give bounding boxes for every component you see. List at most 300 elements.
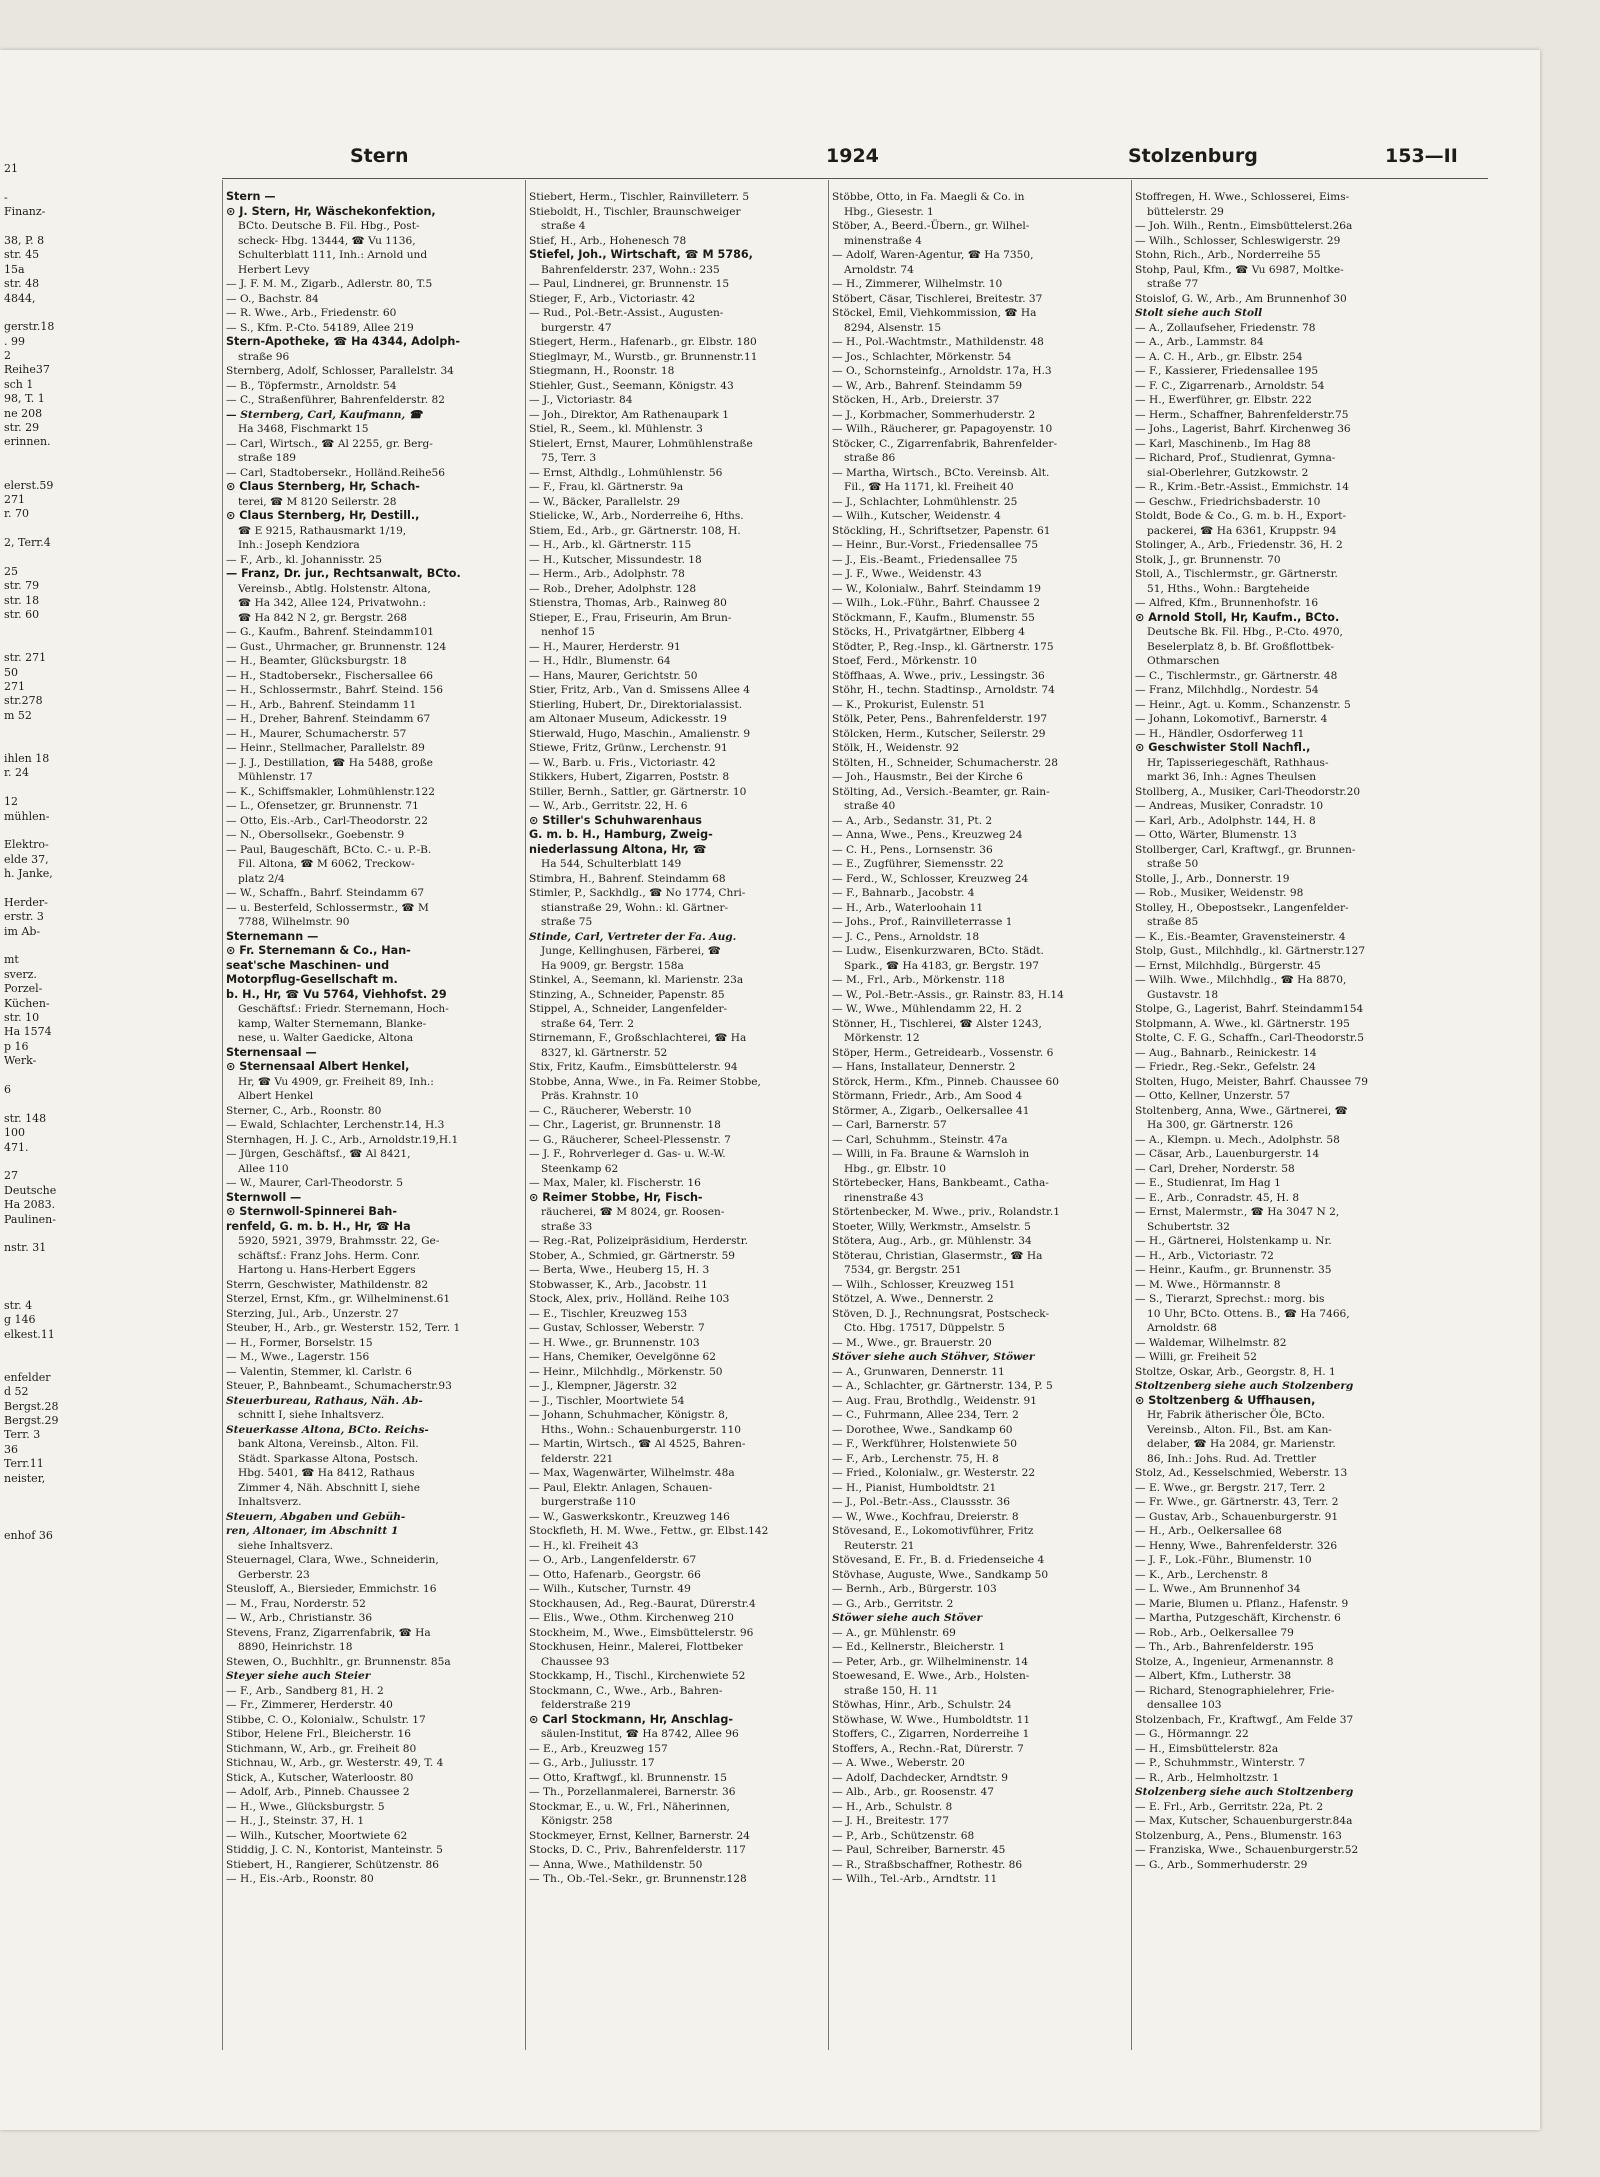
directory-entry: nenhof 15 (541, 626, 595, 638)
directory-entry: Stöcker, C., Zigarrenfabrik, Bahrenfelder- (832, 437, 1058, 450)
directory-entry: densallee 103 (1147, 1699, 1222, 1711)
directory-entry: Stöcken, H., Arb., Dreierstr. 37 (832, 394, 1000, 406)
directory-entry: — R., Arb., Helmholtzstr. 1 (1135, 1771, 1280, 1784)
previous-page-margin (0, 50, 58, 2130)
directory-entry: kamp, Walter Sternemann, Blanke- (238, 1017, 427, 1030)
directory-entry: felderstraße 219 (541, 1699, 631, 1711)
directory-entry: Stöckel, Emil, Viehkommission, ☎ Ha (832, 307, 1037, 319)
directory-entry: nese, u. Walter Gaedicke, Altona (238, 1032, 414, 1044)
directory-entry: Störtebecker, Hans, Bankbeamt., Catha- (832, 1177, 1049, 1189)
directory-entry: Stöckling, H., Schriftsetzer, Papenstr. 61 (832, 524, 1051, 537)
margin-fragment: gerstr.18 (4, 320, 55, 334)
directory-entry: — Ernst, Malermstr., ☎ Ha 3047 N 2, (1135, 1206, 1340, 1218)
margin-fragment: 271 (4, 492, 25, 506)
directory-entry: Hr, Fabrik ätherischer Öle, BCto. (1147, 1409, 1325, 1421)
directory-entry: minenstraße 4 (844, 234, 922, 247)
directory-entry: — Heinr., Bur.-Vorst., Friedensallee 75 (832, 539, 1039, 551)
directory-entry: — Waldemar, Wilhelmstr. 82 (1135, 1336, 1287, 1349)
directory-entry: Stönner, H., Tischlerei, ☎ Alster 1243, (832, 1017, 1042, 1030)
directory-entry: Stödter, P., Reg.-Insp., kl. Gärtnerstr. 175 (832, 640, 1054, 653)
directory-entry: burgerstraße 110 (541, 1496, 636, 1508)
directory-entry: Stöckmann, F., Kaufm., Blumenstr. 55 (832, 611, 1035, 624)
directory-entry: Mühlenstr. 17 (238, 771, 313, 783)
directory-entry: Stolt siehe auch Stoll (1135, 307, 1263, 319)
directory-entry: — Wilh., Lok.-Führ., Bahrf. Chaussee 2 (832, 597, 1040, 609)
directory-entry: ⊙ Reimer Stobbe, Hr, Fisch- (529, 1190, 703, 1204)
margin-fragment: 6 (4, 1083, 11, 1096)
margin-fragment: 98, T. 1 (4, 392, 45, 406)
margin-fragment: Terr. 3 (4, 1428, 41, 1442)
margin-fragment: str. 48 (4, 277, 40, 291)
directory-entry: — H., Schlossermstr., Bahrf. Steind. 156 (226, 684, 444, 696)
directory-entry: Stockheim, M., Wwe., Eimsbüttelerstr. 96 (529, 1626, 754, 1639)
directory-entry: — A., Grunwaren, Dennerstr. 11 (832, 1365, 1005, 1378)
directory-entry: — W., Maurer, Carl-Theodorstr. 5 (226, 1177, 403, 1189)
directory-entry: Stiefel, Joh., Wirtschaft, ☎ M 5786, (529, 248, 753, 261)
directory-entry: — Wilh., Räucherer, gr. Papagoyenstr. 10 (832, 423, 1053, 435)
directory-entry: Stöcks, H., Privatgärtner, Elbberg 4 (832, 626, 1025, 638)
directory-entry: Sterner, C., Arb., Roonstr. 80 (226, 1104, 382, 1117)
margin-fragment: elde 37, (4, 852, 49, 866)
directory-entry: — Th., Arb., Bahrenfelderstr. 195 (1135, 1641, 1314, 1653)
directory-entry: — Berta, Wwe., Heuberg 15, H. 3 (529, 1264, 710, 1276)
margin-fragment: str.278 (4, 694, 43, 708)
directory-entry: — Sternberg, Carl, Kaufmann, ☎ (226, 408, 423, 421)
directory-entry: straße 85 (1147, 916, 1199, 928)
directory-entry: — H., Arb., Victoriastr. 72 (1135, 1249, 1274, 1262)
directory-entry: — Rob., Musiker, Weidenstr. 98 (1135, 887, 1304, 899)
margin-fragment: elerst.59 (4, 478, 54, 492)
directory-entry: Vereinsb., Alton. Fil., Bst. am Kan- (1147, 1423, 1332, 1436)
margin-fragment: str. 29 (4, 421, 40, 435)
directory-entry: — R., Krim.-Betr.-Assist., Emmichstr. 14 (1135, 481, 1350, 493)
directory-entry: Stober, A., Schmied, gr. Gärtnerstr. 59 (529, 1249, 736, 1262)
directory-entry: — Carl, Schuhmm., Steinstr. 47a (832, 1133, 1008, 1146)
margin-fragment (4, 1486, 58, 1500)
directory-entry: Reuterstr. 21 (844, 1539, 915, 1552)
directory-entry: — Geschw., Friedrichsbaderstr. 10 (1135, 495, 1321, 508)
margin-fragment (4, 1515, 58, 1529)
directory-entry: — H., Former, Borselstr. 15 (226, 1336, 373, 1349)
directory-entry: — J. F., Lok.-Führ., Blumenstr. 10 (1135, 1554, 1312, 1566)
directory-entry: — Wilh., Kutscher, Turnstr. 49 (529, 1583, 691, 1595)
directory-entry: ⊙ Geschwister Stoll Nachfl., (1135, 741, 1311, 754)
directory-entry: — H. Wwe., gr. Brunnenstr. 103 (529, 1336, 700, 1349)
directory-entry: — H., Dreher, Bahrenf. Steindamm 67 (226, 713, 431, 725)
directory-entry: Motorpflug-Gesellschaft m. (226, 973, 398, 986)
directory-entry: — Gust., Uhrmacher, gr. Brunnenstr. 124 (226, 640, 447, 653)
directory-entry: — J. J., Destillation, ☎ Ha 5488, große (226, 756, 433, 769)
directory-entry: Stibbe, C. O., Kolonialw., Schulstr. 17 (226, 1713, 426, 1726)
directory-entry: Stielert, Ernst, Maurer, Lohmühlenstraße (529, 437, 753, 450)
directory-entry: Stolinger, A., Arb., Friedenstr. 36, H. 2 (1135, 539, 1343, 551)
directory-entry: ⊙ Claus Sternberg, Hr, Destill., (226, 509, 420, 522)
directory-entry: — Herm., Schaffner, Bahrenfelderstr.75 (1135, 408, 1349, 421)
directory-entry: Stobbe, Anna, Wwe., in Fa. Reimer Stobbe, (529, 1075, 761, 1088)
directory-entry: — Adolf, Waren-Agentur, ☎ Ha 7350, (832, 249, 1034, 261)
directory-entry: — Heinr., Milchhdlg., Mörkenstr. 50 (529, 1365, 723, 1378)
directory-entry: Stockhausen, Ad., Reg.-Baurat, Dürerstr.4 (529, 1597, 756, 1610)
directory-entry: — S., Kfm. P.-Cto. 54189, Allee 219 (226, 321, 414, 334)
directory-entry: — Martin, Wirtsch., ☎ Al 4525, Bahren- (529, 1438, 746, 1450)
directory-entry: Hbg. 5401, ☎ Ha 8412, Rathaus (238, 1467, 415, 1479)
directory-entry: Stoef, Ferd., Mörkenstr. 10 (832, 655, 978, 667)
directory-entry: Stiewe, Fritz, Grünw., Lerchenstr. 91 (529, 742, 728, 754)
directory-entry: Stöper, Herm., Getreidearb., Vossenstr. 6 (832, 1046, 1054, 1059)
directory-entry: 8327, kl. Gärtnerstr. 52 (541, 1046, 668, 1059)
directory-entry: felderstr. 221 (541, 1452, 614, 1465)
directory-entry: räucherei, ☎ M 8024, gr. Roosen- (541, 1206, 725, 1218)
directory-entry: — M., Frau, Norderstr. 52 (226, 1597, 366, 1610)
margin-fragment: r. 24 (4, 766, 30, 780)
header-rule (222, 178, 1488, 179)
directory-entry: — Fr. Wwe., gr. Gärtnerstr. 43, Terr. 2 (1135, 1496, 1339, 1508)
margin-fragment: elkest.11 (4, 1327, 55, 1341)
directory-entry: — Franziska, Wwe., Schauenburgerstr.52 (1135, 1844, 1359, 1856)
directory-entry: Inh.: Joseph Kendziora (238, 539, 360, 551)
directory-entry: — Gustav, Arb., Schauenburgerstr. 91 (1135, 1510, 1339, 1523)
directory-entry: Junge, Kellinghusen, Färberei, ☎ (541, 945, 721, 957)
page-number: 153—II (1385, 145, 1458, 167)
directory-entry: Stielicke, W., Arb., Norderreihe 6, Hths. (529, 510, 744, 522)
directory-entry: — Henny, Wwe., Bahrenfelderstr. 326 (1135, 1539, 1338, 1552)
margin-fragment (4, 1256, 58, 1270)
margin-fragment: sch 1 (4, 377, 34, 391)
directory-entry: Stölting, Ad., Versich.-Beamter, gr. Rain- (832, 785, 1050, 798)
directory-entry: — Hans, Maurer, Gerichtstr. 50 (529, 669, 698, 682)
margin-fragment: 38, P. 8 (4, 233, 45, 247)
directory-column-4 (1135, 190, 1435, 1872)
directory-entry: — Fried., Kolonialw., gr. Westerstr. 22 (832, 1467, 1036, 1479)
directory-entry: Schulterblatt 111, Inh.: Arnold und (238, 249, 428, 261)
directory-entry: — J. H., Breitestr. 177 (832, 1815, 950, 1827)
directory-entry: — Ed., Kellnerstr., Bleicherstr. 1 (832, 1641, 1006, 1653)
directory-entry: Stolzenburg, A., Pens., Blumenstr. 163 (1135, 1829, 1342, 1842)
directory-entry: — J., Eis.-Beamt., Friedensallee 75 (832, 553, 1018, 566)
margin-fragment: erinnen. (4, 435, 51, 449)
directory-entry: 10 Uhr, BCto. Ottens. B., ☎ Ha 7466, (1147, 1307, 1350, 1320)
directory-entry: ⊙ Sternwoll-Spinnerei Bah- (226, 1205, 398, 1218)
margin-fragment (4, 1069, 58, 1083)
margin-fragment (4, 522, 58, 536)
directory-entry: Stiehler, Gust., Seemann, Königstr. 43 (529, 379, 734, 392)
margin-fragment (4, 781, 58, 795)
margin-fragment: r. 70 (4, 507, 30, 521)
directory-entry: Stiel, R., Seem., kl. Mühlenstr. 3 (529, 423, 703, 435)
directory-entry: Stoeter, Willy, Werkmstr., Amselstr. 5 (832, 1220, 1031, 1233)
directory-entry: Sternwoll — (226, 1190, 302, 1204)
directory-entry: Cto. Hbg. 17517, Düppelstr. 5 (844, 1322, 1005, 1334)
directory-entry: Stötera, Aug., Arb., gr. Mühlenstr. 34 (832, 1235, 1032, 1247)
directory-entry: Stief, H., Arb., Hohenesch 78 (529, 234, 687, 247)
directory-entry: Stern — (226, 190, 276, 203)
directory-entry: Stövesand, E., Lokomotivführer, Fritz (832, 1525, 1034, 1537)
directory-entry: straße 40 (844, 800, 896, 812)
directory-entry: Spark., ☎ Ha 4183, gr. Bergstr. 197 (844, 959, 1039, 972)
directory-entry: — Carl, Dreher, Norderstr. 58 (1135, 1162, 1295, 1175)
margin-fragment: erstr. 3 (4, 910, 44, 924)
directory-entry: Stiem, Ed., Arb., gr. Gärtnerstr. 108, H. (529, 524, 741, 537)
directory-entry: Stölk, H., Weidenstr. 92 (832, 742, 960, 754)
directory-entry: — J. F., Wwe., Weidenstr. 43 (832, 568, 982, 580)
directory-entry: Stock, Alex, priv., Holländ. Reihe 103 (529, 1293, 730, 1305)
directory-entry: — Wilh., Schlosser, Schleswigerstr. 29 (1135, 234, 1341, 247)
directory-entry: — Albert, Kfm., Lutherstr. 38 (1135, 1670, 1292, 1682)
directory-entry: Stöwhase, W. Wwe., Humboldtstr. 11 (832, 1713, 1031, 1726)
directory-entry: — Joh., Direktor, Am Rathenaupark 1 (529, 408, 730, 421)
directory-entry: Steuer, P., Bahnbeamt., Schumacherstr.93 (226, 1380, 452, 1392)
margin-fragment: m 52 (4, 708, 32, 722)
directory-entry: Stieboldt, H., Tischler, Braunschweiger (529, 205, 741, 218)
directory-entry: Stockmeyer, Ernst, Kellner, Barnerstr. 24 (529, 1829, 751, 1842)
directory-entry: — F., Arb., kl. Johannisstr. 25 (226, 553, 382, 566)
directory-entry: Stolp, Gust., Milchhdlg., kl. Gärtnerstr.127 (1135, 945, 1366, 957)
directory-entry: seat'sche Maschinen- und (226, 958, 390, 972)
margin-fragment: im Ab- (4, 924, 41, 938)
directory-entry: schnitt I, siehe Inhaltsverz. (238, 1409, 385, 1421)
directory-entry: — W., Gaswerkskontr., Kreuzweg 146 (529, 1510, 730, 1523)
directory-entry: Hbg., gr. Elbstr. 10 (844, 1162, 947, 1175)
directory-entry: — H., Pianist, Humboldtstr. 21 (832, 1481, 997, 1494)
directory-entry: Stichnau, W., Arb., gr. Westerstr. 49, T. 4 (226, 1757, 444, 1769)
directory-entry: — Otto, Hafenarb., Georgstr. 66 (529, 1568, 701, 1581)
directory-entry: — K., Schiffsmakler, Lohmühlenstr.122 (226, 785, 436, 798)
margin-fragment: p 16 (4, 1039, 29, 1053)
directory-entry: Stoffregen, H. Wwe., Schlosserei, Eims- (1135, 191, 1350, 203)
directory-entry: — Gustav, Schlosser, Weberstr. 7 (529, 1322, 705, 1334)
directory-entry: — C., Straßenführer, Bahrenfelderstr. 82 (226, 394, 445, 406)
directory-entry: Arnoldstr. 74 (844, 263, 914, 276)
directory-entry: niederlassung Altona, Hr, ☎ (529, 842, 707, 856)
directory-entry: — Wilh., Schlosser, Kreuzweg 151 (832, 1278, 1016, 1291)
directory-entry: — A. C. H., Arb., gr. Elbstr. 254 (1135, 350, 1303, 363)
directory-entry: straße 50 (1147, 858, 1199, 870)
directory-entry: Stippel, A., Schneider, Langenfelder- (529, 1003, 728, 1015)
directory-entry: — F., Bahnarb., Jacobstr. 4 (832, 887, 975, 899)
directory-entry: Stiddig, J. C. N., Kontorist, Manteinstr. 5 (226, 1844, 443, 1856)
directory-entry: Vereinsb., Abtlg. Holstenstr. Altona, (238, 582, 431, 595)
directory-entry: — C., Tischlermstr., gr. Gärtnerstr. 48 (1135, 669, 1338, 682)
directory-entry: straße 86 (844, 452, 896, 464)
directory-entry: Steusloff, A., Biersieder, Emmichstr. 16 (226, 1583, 437, 1595)
directory-entry: — Rob., Dreher, Adolphstr. 128 (529, 582, 697, 595)
directory-entry: Stinde, Carl, Vertreter der Fa. Aug. (529, 930, 737, 943)
directory-entry: Stoewesand, E. Wwe., Arb., Holsten- (832, 1670, 1030, 1682)
margin-fragment: Bergst.29 (4, 1413, 58, 1427)
directory-entry: — Aug., Bahnarb., Reinickestr. 14 (1135, 1046, 1317, 1059)
directory-entry: Stöwer siehe auch Stöver (832, 1612, 983, 1624)
directory-entry: Stevens, Franz, Zigarrenfabrik, ☎ Ha (226, 1626, 431, 1639)
directory-entry: siehe Inhaltsverz. (238, 1539, 334, 1552)
directory-entry: — K., Arb., Lerchenstr. 8 (1135, 1568, 1268, 1581)
directory-entry: Geschäftsf.: Friedr. Sternemann, Hoch- (238, 1003, 449, 1015)
directory-entry: — R. Wwe., Arb., Friedenstr. 60 (226, 307, 397, 319)
directory-entry: — H., Beamter, Glücksburgstr. 18 (226, 655, 407, 667)
directory-entry: — G., Hörmanngr. 22 (1135, 1728, 1249, 1740)
margin-fragment (4, 306, 58, 320)
directory-entry: — F., Arb., Lerchenstr. 75, H. 8 (832, 1452, 999, 1465)
directory-entry: Chaussee 93 (541, 1655, 610, 1668)
directory-entry: — F. C., Zigarrenarb., Arnoldstr. 54 (1135, 379, 1325, 392)
margin-fragment: Herder- (4, 895, 48, 909)
directory-entry: Stobwasser, K., Arb., Jacobstr. 11 (529, 1278, 708, 1291)
directory-entry: — u. Besterfeld, Schlossermstr., ☎ M (226, 901, 429, 914)
directory-entry: ren, Altonaer, im Abschnitt 1 (226, 1525, 399, 1537)
margin-fragment: 271 (4, 680, 25, 694)
directory-entry: — Karl, Maschinenb., Im Hag 88 (1135, 437, 1311, 450)
directory-entry: — Friedr., Reg.-Sekr., Gefelstr. 24 (1135, 1061, 1316, 1073)
directory-entry: — M., Frl., Arb., Mörkenstr. 118 (832, 974, 1005, 986)
directory-entry: — W., Arb., Gerritstr. 22, H. 6 (529, 800, 688, 812)
directory-entry: — S., Tierarzt, Sprechst.: morg. bis (1135, 1293, 1325, 1305)
directory-entry: — J., Tischler, Moortwiete 54 (529, 1394, 685, 1407)
directory-entry: Stolpmann, A. Wwe., kl. Gärtnerstr. 195 (1135, 1017, 1350, 1030)
directory-entry: — Franz, Dr. jur., Rechtsanwalt, BCto. (226, 567, 461, 580)
margin-fragment (4, 623, 58, 637)
directory-entry: — Valentin, Stemmer, kl. Carlstr. 6 (226, 1365, 412, 1378)
directory-entry: — H., Maurer, Herderstr. 91 (529, 640, 681, 653)
column-divider (222, 180, 223, 2050)
directory-entry: Sterzing, Jul., Arb., Unzerstr. 27 (226, 1307, 399, 1320)
directory-entry: Sternemann — (226, 929, 319, 943)
directory-entry: — E. Wwe., gr. Bergstr. 217, Terr. 2 (1135, 1481, 1326, 1494)
directory-entry: — Karl, Arb., Adolphstr. 144, H. 8 (1135, 814, 1316, 827)
directory-entry: säulen-Institut, ☎ Ha 8742, Allee 96 (541, 1728, 739, 1740)
directory-entry: Steuber, H., Arb., gr. Westerstr. 152, Terr. 1 (226, 1322, 461, 1334)
directory-entry: Stockkamp, H., Tischl., Kirchenwiete 52 (529, 1670, 746, 1682)
directory-entry: Stern-Apotheke, ☎ Ha 4344, Adolph- (226, 335, 460, 348)
directory-entry: Stollberg, A., Musiker, Carl-Theodorstr.20 (1135, 785, 1361, 798)
directory-entry: Stirnemann, F., Großschlachterei, ☎ Ha (529, 1032, 747, 1044)
margin-fragment: 100 (4, 1126, 25, 1140)
directory-entry: — Joh., Hausmstr., Bei der Kirche 6 (832, 771, 1023, 783)
directory-entry: — F., Frau, kl. Gärtnerstr. 9a (529, 481, 684, 493)
directory-entry: 8890, Heinrichstr. 18 (238, 1641, 353, 1653)
directory-entry: — W., Barb. u. Fris., Victoriastr. 42 (529, 756, 716, 769)
directory-entry: — J., Victoriastr. 84 (529, 394, 633, 406)
directory-entry: — H., Stadtobersekr., Fischersallee 66 (226, 669, 433, 682)
directory-entry: Steuerbureau, Rathaus, Näh. Ab- (226, 1394, 423, 1407)
directory-entry: straße 150, H. 11 (844, 1684, 939, 1697)
directory-entry: markt 36, Inh.: Agnes Theulsen (1147, 771, 1317, 783)
directory-entry: — Wilh., Tel.-Arb., Arndtstr. 11 (832, 1873, 998, 1885)
directory-entry: Steuerkasse Altona, BCto. Reichs- (226, 1423, 429, 1436)
margin-fragment (4, 1097, 58, 1111)
directory-entry: Stiegmann, H., Roonstr. 18 (529, 365, 675, 377)
directory-entry: 5920, 5921, 3979, Brahmsstr. 22, Ge- (238, 1235, 440, 1247)
margin-fragment: 36 (4, 1442, 18, 1456)
directory-entry: Beselerplatz 8, b. Bf. Großflottbek- (1147, 640, 1335, 653)
directory-entry: Stimler, P., Sackhdlg., ☎ No 1774, Chri- (529, 887, 746, 899)
directory-entry: straße 96 (238, 350, 290, 363)
directory-entry: — E., Arb., Kreuzweg 157 (529, 1742, 668, 1755)
directory-entry: Stolten, Hugo, Meister, Bahrf. Chaussee 79 (1135, 1075, 1369, 1088)
directory-entry: Bahrenfelderstr. 237, Wohn.: 235 (541, 263, 720, 276)
directory-entry: — H., Arb., Waterloohain 11 (832, 901, 984, 914)
directory-entry: bank Altona, Vereinsb., Alton. Fil. (238, 1438, 419, 1450)
directory-entry: — R., Straßbschaffner, Rothestr. 86 (832, 1858, 1023, 1871)
directory-entry: Zimmer 4, Näh. Abschnitt I, siehe (238, 1481, 420, 1494)
directory-entry: — Johs., Prof., Rainvilleterrasse 1 (832, 916, 1013, 928)
directory-entry: Stöbert, Cäsar, Tischlerei, Breitestr. 37 (832, 292, 1043, 305)
directory-entry: — M., Wwe., Lagerstr. 156 (226, 1351, 370, 1363)
directory-entry: Gustavstr. 18 (1147, 988, 1219, 1001)
directory-entry: — E., Arb., Conradstr. 45, H. 8 (1135, 1191, 1300, 1204)
margin-fragment: neister, (4, 1471, 46, 1485)
margin-fragment: str. 271 (4, 651, 47, 665)
margin-fragment: 2 (4, 349, 11, 363)
directory-entry: ⊙ Fr. Sternemann & Co., Han- (226, 944, 411, 957)
directory-entry: terei, ☎ M 8120 Seilerstr. 28 (238, 495, 397, 508)
directory-entry: — Heinr., Stellmacher, Parallelstr. 89 (226, 742, 425, 754)
margin-fragment: Deutsche (4, 1183, 57, 1197)
directory-entry: Stieglmayr, M., Wurstb., gr. Brunnenstr.11 (529, 350, 758, 363)
margin-fragment: enhof 36 (4, 1529, 53, 1543)
margin-fragment: str. 148 (4, 1111, 47, 1125)
directory-entry: — Reg.-Rat, Polizeipräsidium, Herderstr. (529, 1235, 748, 1247)
margin-fragment: Ha 2083. (4, 1198, 56, 1212)
directory-entry: — H., Maurer, Schumacherstr. 57 (226, 727, 407, 740)
margin-fragment (4, 1270, 58, 1284)
directory-entry: — C., Räucherer, Weberstr. 10 (529, 1104, 692, 1117)
directory-entry: — W., Pol.-Betr.-Assis., gr. Rainstr. 83, H.14 (832, 988, 1064, 1001)
directory-entry: — H., Wwe., Glücksburgstr. 5 (226, 1800, 385, 1813)
directory-entry: — H., kl. Freiheit 43 (529, 1539, 639, 1552)
margin-fragment (4, 464, 58, 478)
directory-entry: — A., Arb., Sedanstr. 31, Pt. 2 (832, 814, 993, 827)
directory-entry: Gerberstr. 23 (238, 1568, 310, 1581)
margin-fragment: ne 208 (4, 406, 43, 420)
directory-entry: Störmer, A., Zigarb., Oelkersallee 41 (832, 1104, 1030, 1117)
margin-fragment (4, 1227, 58, 1241)
directory-entry: Stiebert, H., Rangierer, Schützenstr. 86 (226, 1858, 439, 1871)
directory-entry: Stöffhaas, A. Wwe., priv., Lessingstr. 36 (832, 669, 1045, 682)
directory-entry: Königstr. 258 (541, 1815, 613, 1827)
directory-entry: Mörkenstr. 12 (844, 1032, 920, 1044)
directory-entry: — Ernst, Milchhdlg., Bürgerstr. 45 (1135, 959, 1321, 972)
directory-entry: ⊙ J. Stern, Hr, Wäschekonfektion, (226, 204, 436, 218)
directory-entry: — Alb., Arb., gr. Roosenstr. 47 (832, 1786, 994, 1798)
directory-entry: — Ewald, Schlachter, Lerchenstr.14, H.3 (226, 1119, 445, 1131)
directory-entry: — J. F. M. M., Zigarb., Adlerstr. 80, T.5 (226, 278, 433, 290)
directory-entry: — Franz, Milchhdlg., Nordestr. 54 (1135, 684, 1319, 696)
directory-entry: Stiebert, Herm., Tischler, Rainvilleterr. 5 (529, 191, 750, 203)
directory-entry: — Heinr., Kaufm., gr. Brunnenstr. 35 (1135, 1264, 1332, 1276)
directory-entry: — Max, Kutscher, Schauenburgerstr.84a (1135, 1815, 1353, 1827)
directory-entry: Stix, Fritz, Kaufm., Eimsbüttelerstr. 94 (529, 1061, 738, 1073)
directory-entry: Stolz, Ad., Kesselschmied, Weberstr. 13 (1135, 1467, 1348, 1479)
directory-entry: Stölk, Peter, Pens., Bahrenfelderstr. 197 (832, 713, 1048, 725)
directory-entry: Stollberger, Carl, Kraftwgf., gr. Brunnen- (1135, 843, 1356, 856)
directory-entry: — E. Frl., Arb., Gerritstr. 22a, Pt. 2 (1135, 1800, 1324, 1813)
margin-fragment: mühlen- (4, 809, 50, 823)
directory-entry: — Bernh., Arb., Bürgerstr. 103 (832, 1583, 997, 1595)
margin-fragment (4, 1284, 58, 1298)
margin-fragment: str. 18 (4, 593, 40, 607)
margin-fragment: 12 (4, 795, 18, 809)
margin-fragment: g 146 (4, 1313, 36, 1327)
directory-entry: Stichmann, W., Arb., gr. Freiheit 80 (226, 1742, 417, 1755)
directory-entry: Stolzenbach, Fr., Kraftwgf., Am Felde 37 (1135, 1713, 1354, 1726)
directory-entry: ☎ Ha 842 N 2, gr. Bergstr. 268 (238, 611, 408, 624)
directory-entry: — H., Hdlr., Blumenstr. 64 (529, 655, 671, 667)
margin-fragment (4, 1342, 58, 1356)
directory-entry: — Willi, gr. Freiheit 52 (1135, 1351, 1258, 1363)
directory-entry: Stolze, A., Ingenieur, Armenannstr. 8 (1135, 1655, 1334, 1668)
directory-entry: Stoltze, Oskar, Arb., Georgstr. 8, H. 1 (1135, 1365, 1336, 1378)
margin-fragment (4, 551, 58, 565)
margin-fragment: 27 (4, 1169, 18, 1183)
